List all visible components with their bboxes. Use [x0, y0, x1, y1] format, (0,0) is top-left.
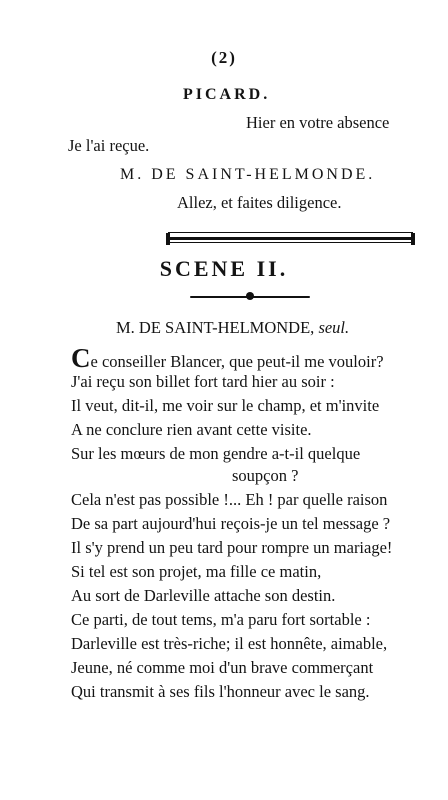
- divider-rule: [168, 242, 413, 243]
- verse-line: Si tel est son projet, ma fille ce matin,: [71, 562, 322, 581]
- scene-speaker-name: M. DE SAINT-HELMONDE,: [116, 318, 315, 337]
- ornament-dot: [246, 292, 254, 300]
- dialogue-line: Hier en votre absence: [246, 113, 390, 132]
- verse-line: A ne conclure rien avant cette visite.: [71, 420, 312, 439]
- speaker-saint-helmonde: M. DE SAINT-HELMONDE.: [120, 166, 376, 183]
- divider-rule: [168, 237, 413, 240]
- verse-line: Qui transmit à ses fils l'honneur avec le sang.: [71, 682, 370, 701]
- divider-rule-end: [166, 233, 170, 245]
- verse-line: Sur les mœurs de mon gendre a-t-il quelque: [71, 444, 361, 463]
- verse-line: Cela n'est pas possible !... Eh ! par quelle raison: [71, 490, 388, 509]
- verse-line-text: e conseiller Blancer, que peut-il me vouloir?: [90, 352, 384, 371]
- verse-line: Darleville est très-riche; il est honnête, aimable,: [71, 634, 388, 653]
- verse-line: Au sort de Darleville attache son destin.: [71, 586, 336, 605]
- page-number: (2): [211, 48, 237, 67]
- verse-line: De sa part aujourd'hui reçois-je un tel message ?: [71, 514, 391, 533]
- scene-title: SCENE II.: [159, 256, 289, 281]
- divider-rule-end: [411, 233, 415, 245]
- drop-cap: C: [71, 343, 91, 373]
- dialogue-line: Allez, et faites diligence.: [177, 193, 342, 212]
- scene-speaker: [116, 318, 349, 338]
- verse-line-1: [71, 343, 384, 373]
- verse-line: Il s'y prend un peu tard pour rompre un mariage!: [71, 538, 393, 557]
- stage-direction: seul.: [318, 318, 350, 337]
- verse-line-continuation: soupçon ?: [232, 466, 299, 485]
- verse-line: Ce parti, de tout tems, m'a paru fort sortable :: [71, 610, 371, 629]
- speaker-picard: PICARD.: [183, 86, 271, 103]
- dialogue-line: Je l'ai reçue.: [68, 136, 150, 155]
- divider-rule: [168, 232, 413, 233]
- verse-line: Il veut, dit-il, me voir sur le champ, et m'invite: [71, 396, 380, 415]
- verse-line: J'ai reçu son billet fort tard hier au soir :: [71, 372, 335, 391]
- verse-line: Jeune, né comme moi d'un brave commerçant: [71, 658, 374, 677]
